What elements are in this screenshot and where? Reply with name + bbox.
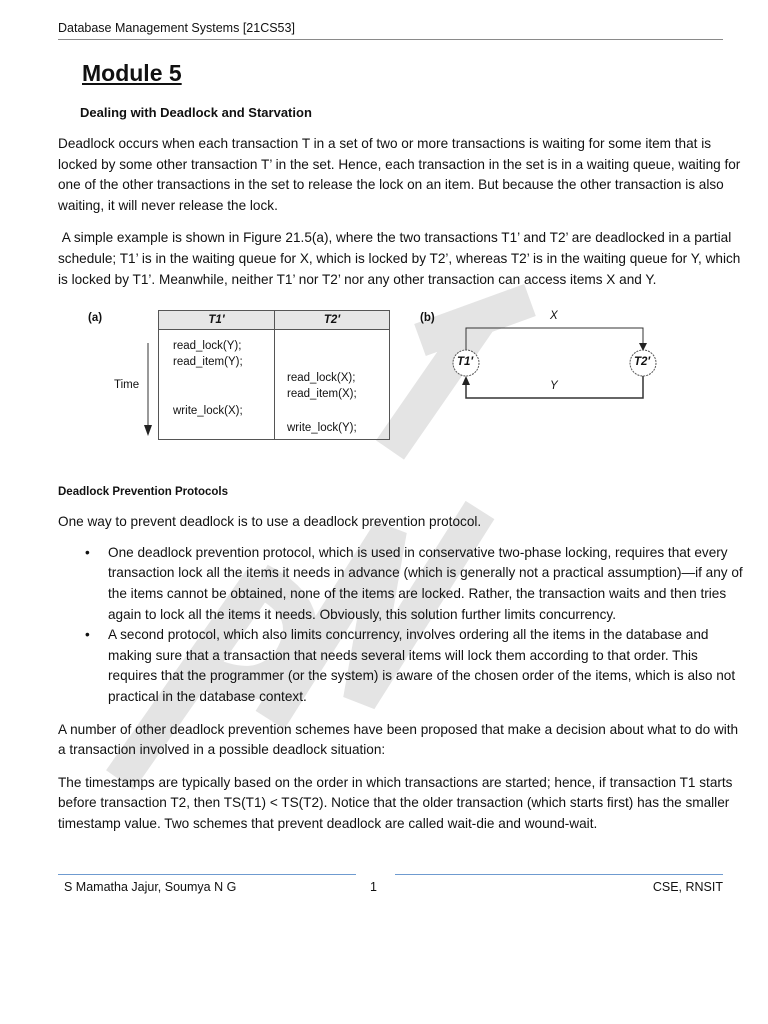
t1-op: read_item(Y); (173, 356, 243, 369)
footer-divider-left (58, 874, 356, 875)
paragraph-1: Deadlock occurs when each transaction T in a set of two or more transactions is waiting for some item that is locked by some other transaction T’ in the set. Hence, each transaction in the set is in a waiting queue, waiting for one of the other transactions in the set to release the lock on an item. But because the other transaction is also waiting, it will never release the lock. (58, 136, 741, 213)
t1-op: read_lock(Y); (173, 340, 242, 353)
paragraph-5: The timestamps are typically based on the order in which transactions are started; hence, if transaction T1 starts before transaction T2, then TS(T1) < TS(T2). Notice that the older transaction (which starts first) has the smaller timestamp value. Two schemes that prevent deadlock are called wait-die and wound-wait. (58, 774, 733, 831)
t2-op: read_lock(X); (287, 372, 356, 385)
paragraph-4: A number of other deadlock prevention schemes have been proposed that make a decision about what to do with a transaction involved in a possible deadlock situation: (58, 721, 739, 758)
col-header-t1: T1′ (159, 311, 275, 330)
edge-label-x: X (550, 310, 558, 323)
figure-21-5 (58, 304, 748, 444)
footer-dept: CSE, RNSIT (652, 880, 723, 895)
node-t1: T1′ (457, 356, 474, 369)
t2-op: write_lock(Y); (287, 422, 357, 435)
footer-divider-right (395, 874, 723, 875)
bullet-item: • One deadlock prevention protocol, which is used in conservative two-phase locking, requires that every transaction lock all the items it needs in advance (which is generally not a practical assumption)—if any of the items cannot be obtained, none of the items are locked. Rather, the transaction waits and then tries again to lock all the items it needs. Obviously, this solution further limits concurrency. (58, 543, 748, 625)
t1-op: write_lock(X); (173, 405, 243, 418)
time-arrow-icon (142, 343, 154, 438)
bullet-item: • A second protocol, which also limits concurrency, involves ordering all the items in the database and making sure that a transaction that needs several items will lock them according to that order. This requires that the programmer (or the system) is aware of the chosen order of the items, which is also not practical in the database context. (58, 625, 748, 707)
section-heading: Dealing with Deadlock and Starvation (80, 105, 312, 120)
page-number: 1 (370, 880, 377, 895)
footer-authors: S Mamatha Jajur, Soumya N G (64, 880, 237, 895)
bullet-list (58, 543, 748, 708)
paragraph-3: One way to prevent deadlock is to use a deadlock prevention protocol. (58, 514, 482, 530)
page-footer (58, 874, 723, 898)
section-heading-2: Deadlock Prevention Protocols (58, 486, 228, 499)
schedule-table (158, 310, 390, 440)
time-label: Time (114, 379, 140, 392)
edge-label-y: Y (550, 380, 558, 393)
page-title: Module 5 (82, 60, 182, 86)
figure-label-b: (b) (420, 312, 435, 325)
paragraph-2: A simple example is shown in Figure 21.5(a), where the two transactions T1’ and T2’ are deadlocked in a partial schedule; T1’ is in the waiting queue for X, which is locked by T2’, whereas T2’ is in the waiting queue for Y, which is locked by T1’. Meanwhile, neither T1’ nor T2’ nor any other transaction can access items X and Y. (58, 230, 745, 287)
t2-op: read_item(X); (287, 388, 357, 401)
figure-label-a: (a) (88, 312, 103, 325)
page-header: Database Management Systems [21CS53] (58, 20, 723, 40)
col-header-t2: T2′ (275, 311, 389, 330)
node-t2: T2′ (634, 356, 651, 369)
